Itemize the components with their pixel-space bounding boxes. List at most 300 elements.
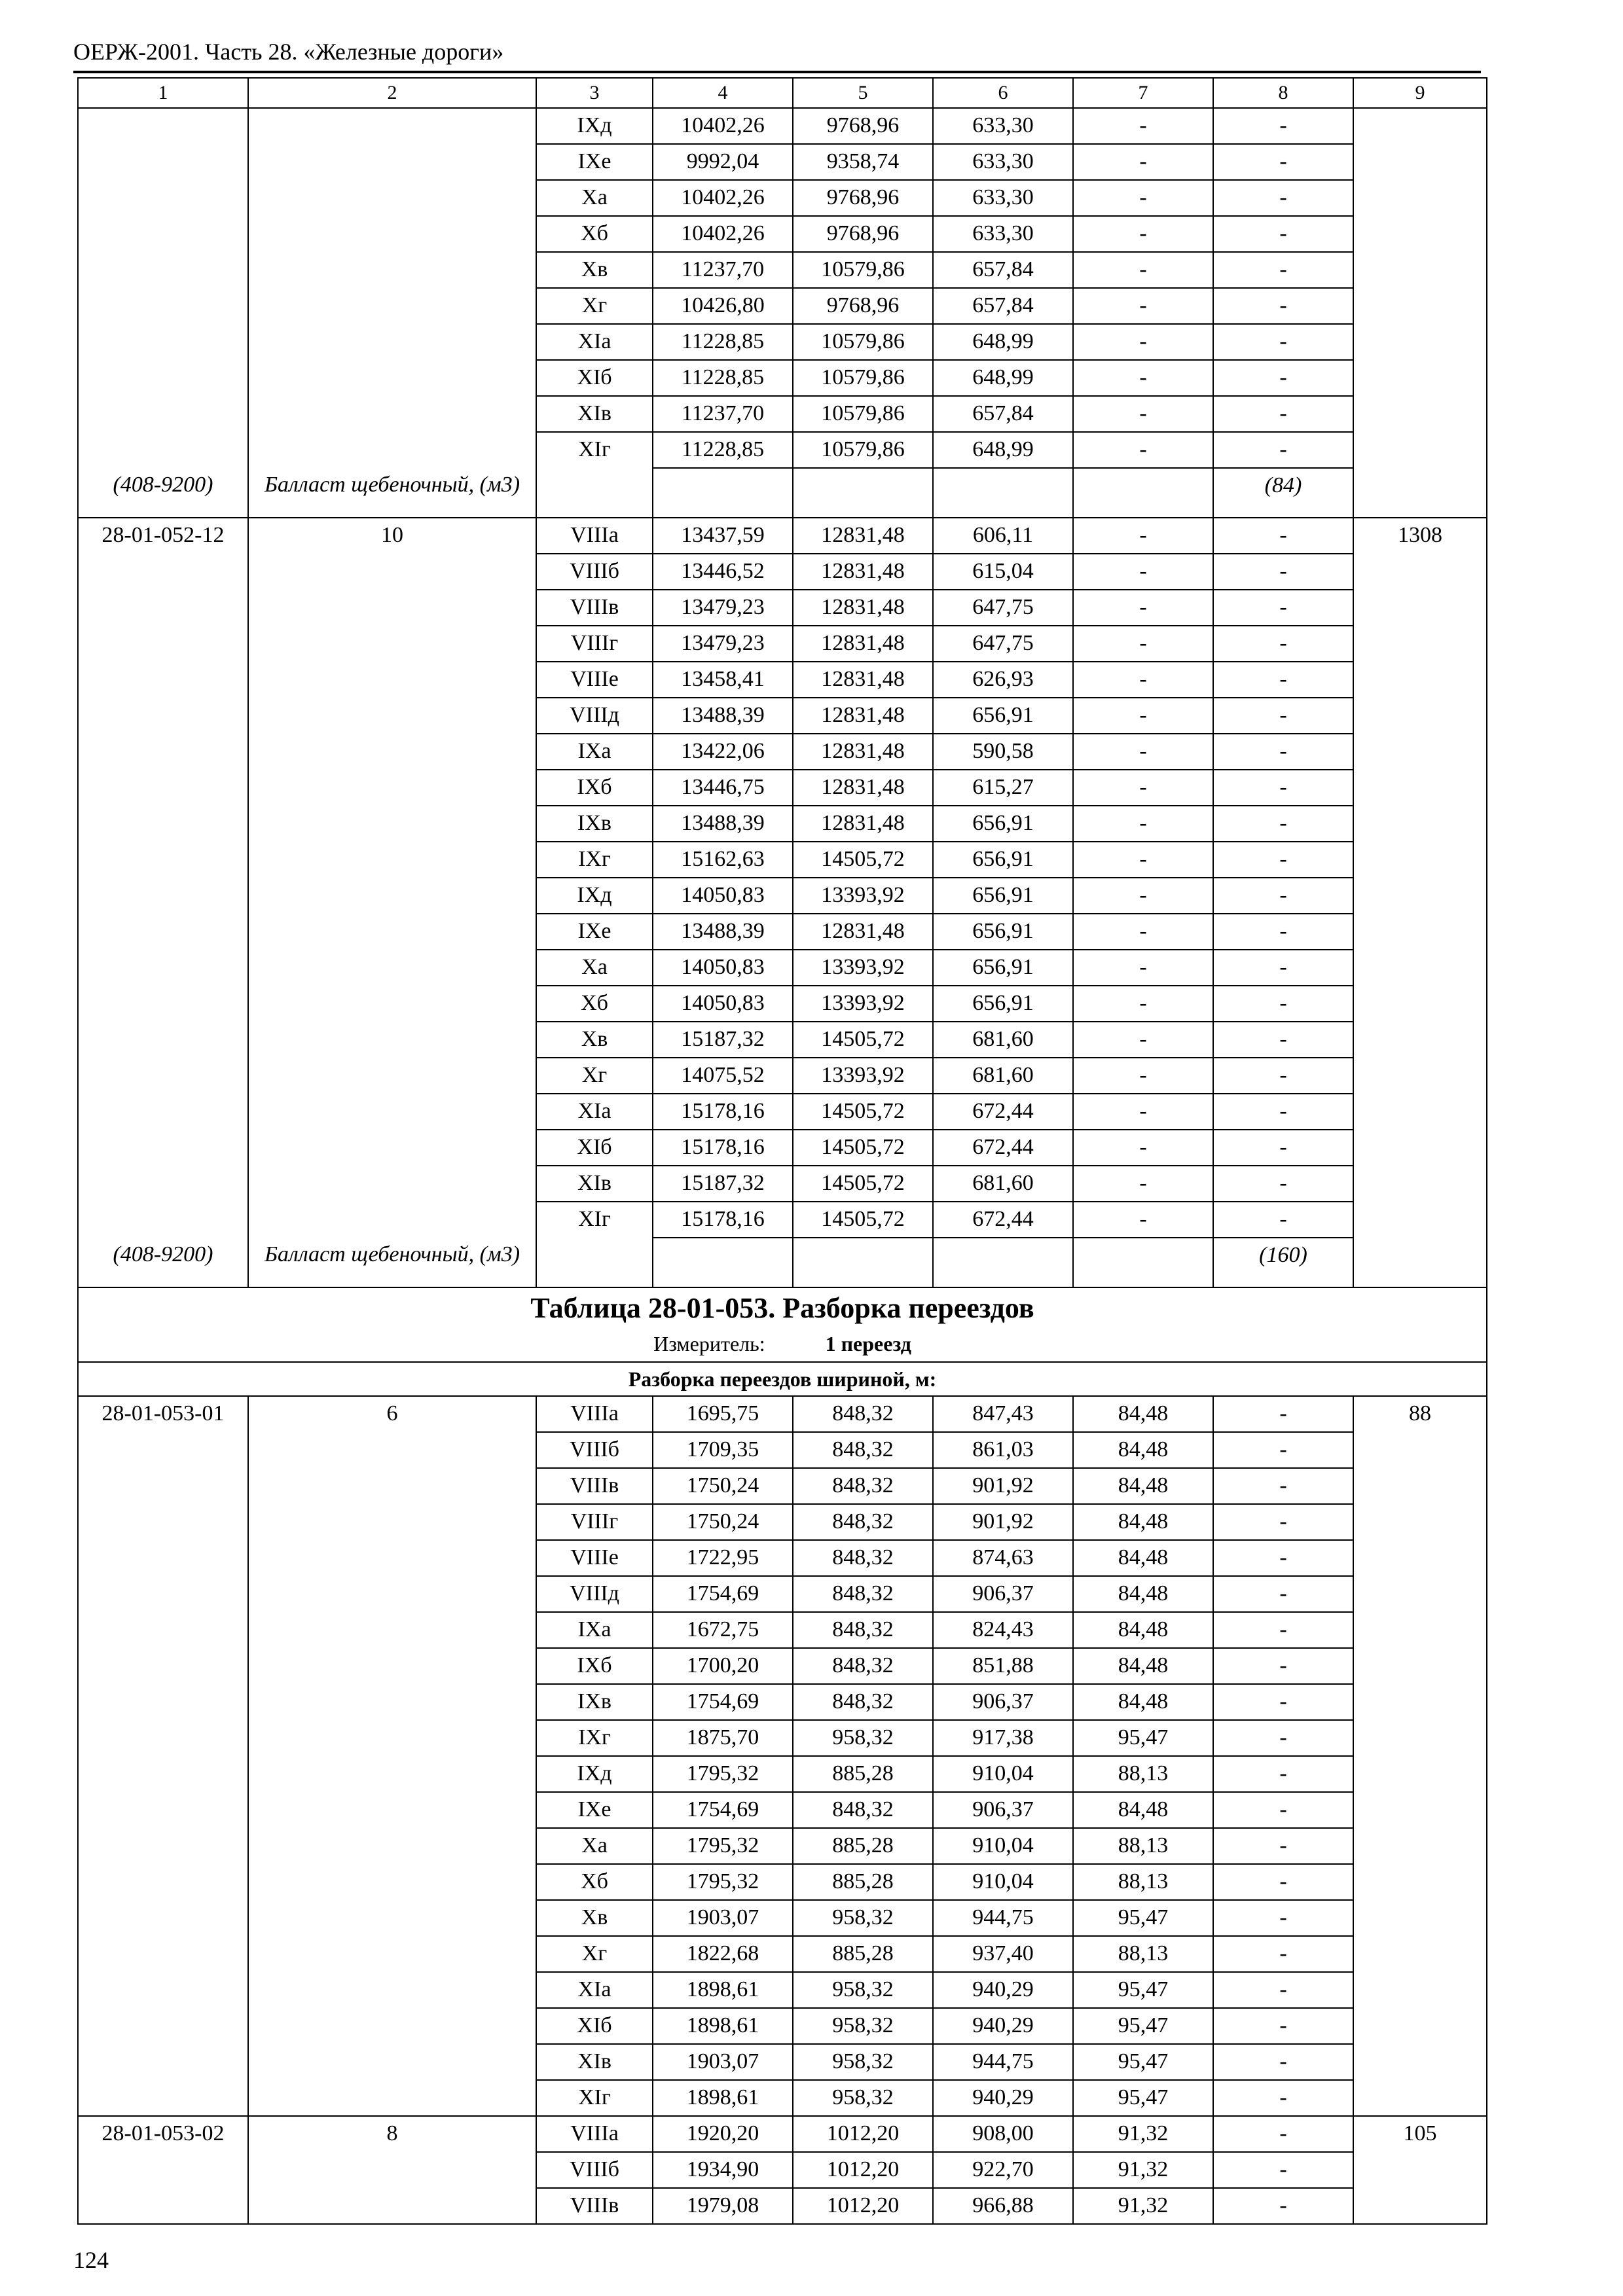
column-number: 5	[793, 78, 933, 108]
rate-value: -	[1213, 1202, 1353, 1238]
rate-value: 14505,72	[793, 1022, 933, 1058]
rate-value: 910,04	[933, 1864, 1073, 1900]
ballast-row	[78, 468, 1487, 518]
rate-value: -	[1073, 144, 1213, 180]
rate-value: 906,37	[933, 1792, 1073, 1828]
rate-value: 15178,16	[653, 1094, 793, 1130]
rate-value: 10579,86	[793, 432, 933, 468]
rate-value: -	[1073, 360, 1213, 396]
rate-value: -	[1213, 1576, 1353, 1612]
rate-value: -	[1073, 590, 1213, 626]
rate-value: 13393,92	[793, 878, 933, 914]
rate-value: 848,32	[793, 1576, 933, 1612]
rate-value: -	[1073, 1202, 1213, 1238]
rate-value: 12831,48	[793, 914, 933, 950]
rate-value: -	[1213, 2008, 1353, 2044]
rate-value: -	[1213, 1130, 1353, 1166]
rate-value: 940,29	[933, 2008, 1073, 2044]
rate-value: 848,32	[793, 1432, 933, 1468]
rate-value: -	[1073, 986, 1213, 1022]
rate-value: -	[1213, 252, 1353, 288]
rate-value: 14505,72	[793, 842, 933, 878]
rate-value: 14050,83	[653, 878, 793, 914]
rate-row	[78, 2116, 1487, 2152]
table-cell	[653, 1238, 793, 1287]
rate-value: -	[1213, 1864, 1353, 1900]
rate-value: 885,28	[793, 1936, 933, 1972]
rate-name: 10	[248, 518, 536, 1238]
rate-name	[248, 108, 536, 468]
rate-value: 10402,26	[653, 108, 793, 144]
table-cell	[933, 468, 1073, 518]
rate-value: IXа	[536, 734, 653, 770]
table-cell	[536, 468, 653, 518]
rate-value: -	[1073, 626, 1213, 662]
rate-value: VIIIа	[536, 518, 653, 554]
rate-value: -	[1213, 1504, 1353, 1540]
rate-value: XIв	[536, 1166, 653, 1202]
rate-value: VIIIв	[536, 590, 653, 626]
column-number: 9	[1353, 78, 1487, 108]
rate-value: 657,84	[933, 288, 1073, 324]
table-cell	[793, 1238, 933, 1287]
rate-value: 15187,32	[653, 1022, 793, 1058]
rate-value: 88,13	[1073, 1756, 1213, 1792]
rate-value: 910,04	[933, 1756, 1073, 1792]
rate-value: 1898,61	[653, 2008, 793, 2044]
column-number: 6	[933, 78, 1073, 108]
rate-value: -	[1073, 1094, 1213, 1130]
rate-value: -	[1073, 662, 1213, 698]
rate-value: XIб	[536, 360, 653, 396]
rate-value: XIг	[536, 432, 653, 468]
rate-value: 13479,23	[653, 626, 793, 662]
rate-value: 656,91	[933, 950, 1073, 986]
rate-value: 88,13	[1073, 1936, 1213, 1972]
rate-value: 848,32	[793, 1648, 933, 1684]
rate-value: 633,30	[933, 180, 1073, 216]
rate-value: IXе	[536, 144, 653, 180]
rate-value: -	[1213, 1900, 1353, 1936]
rate-value: 15178,16	[653, 1130, 793, 1166]
rate-value: 9992,04	[653, 144, 793, 180]
rate-value: -	[1213, 554, 1353, 590]
table-cell	[653, 468, 793, 518]
rate-value: 1754,69	[653, 1576, 793, 1612]
section-label: Разборка переездов шириной, м:	[78, 1362, 1487, 1396]
rate-value: -	[1213, 1022, 1353, 1058]
rate-value: -	[1213, 1972, 1353, 2008]
rate-value: 885,28	[793, 1756, 933, 1792]
rate-value: XIг	[536, 1202, 653, 1238]
ballast-code: (408-9200)	[78, 468, 248, 518]
rate-value: -	[1073, 698, 1213, 734]
rate-value: -	[1213, 1684, 1353, 1720]
rate-value: 647,75	[933, 626, 1073, 662]
rate-value: 958,32	[793, 2008, 933, 2044]
rate-name: 8	[248, 2116, 536, 2224]
rate-value: 15187,32	[653, 1166, 793, 1202]
rate-value: -	[1213, 144, 1353, 180]
rate-value: 95,47	[1073, 1972, 1213, 2008]
rate-value: -	[1213, 1396, 1353, 1432]
table-cell	[793, 468, 933, 518]
rate-value: 12831,48	[793, 734, 933, 770]
meter-label: Измеритель:	[653, 1332, 765, 1355]
rate-value: 1898,61	[653, 1972, 793, 2008]
rate-value: Xв	[536, 1022, 653, 1058]
meter-row	[78, 1329, 1487, 1362]
rate-value: 848,32	[793, 1684, 933, 1720]
rate-value: -	[1073, 180, 1213, 216]
rate-value: 647,75	[933, 590, 1073, 626]
rate-value: 851,88	[933, 1648, 1073, 1684]
rate-value: VIIIе	[536, 662, 653, 698]
rate-value: -	[1213, 288, 1353, 324]
rate-value: -	[1213, 1936, 1353, 1972]
rate-value: -	[1213, 590, 1353, 626]
rate-value: 10402,26	[653, 216, 793, 252]
rate-value: 1672,75	[653, 1612, 793, 1648]
rate-value: -	[1073, 324, 1213, 360]
rate-value: -	[1213, 914, 1353, 950]
rate-value: -	[1073, 432, 1213, 468]
rate-value: 13479,23	[653, 590, 793, 626]
rate-value: 681,60	[933, 1022, 1073, 1058]
rate-value: -	[1073, 288, 1213, 324]
column-number: 3	[536, 78, 653, 108]
rate-value: XIв	[536, 2044, 653, 2080]
rate-value: 824,43	[933, 1612, 1073, 1648]
rate-value: -	[1073, 1130, 1213, 1166]
rate-value: 1795,32	[653, 1828, 793, 1864]
rate-value: XIб	[536, 1130, 653, 1166]
rate-value: Xг	[536, 288, 653, 324]
section-row	[78, 1362, 1487, 1396]
rate-value: -	[1073, 914, 1213, 950]
rate-value: 958,32	[793, 1900, 933, 1936]
rate-value: XIг	[536, 2080, 653, 2116]
rate-value: 847,43	[933, 1396, 1073, 1432]
column-number: 7	[1073, 78, 1213, 108]
rate-value: -	[1213, 1166, 1353, 1202]
rate-value: 656,91	[933, 878, 1073, 914]
rate-value: -	[1213, 662, 1353, 698]
rate-value: 15178,16	[653, 1202, 793, 1238]
rate-value: 1898,61	[653, 2080, 793, 2116]
rate-value: 13446,52	[653, 554, 793, 590]
rate-value: XIа	[536, 1094, 653, 1130]
rate-value: 910,04	[933, 1828, 1073, 1864]
rate-value: 10426,80	[653, 288, 793, 324]
rate-value: XIа	[536, 1972, 653, 2008]
rate-value: 1934,90	[653, 2152, 793, 2188]
rate-value: 1795,32	[653, 1756, 793, 1792]
rate-value: -	[1073, 950, 1213, 986]
rate-value: 937,40	[933, 1936, 1073, 1972]
rate-value: 906,37	[933, 1576, 1073, 1612]
rate-value: 11228,85	[653, 432, 793, 468]
page-number: 124	[73, 2247, 109, 2273]
rate-code: 28-01-052-12	[78, 518, 248, 1238]
rate-value: 10579,86	[793, 252, 933, 288]
rate-value: 681,60	[933, 1166, 1073, 1202]
rate-value: 12831,48	[793, 698, 933, 734]
rate-value: -	[1213, 878, 1353, 914]
rate-value: 14505,72	[793, 1094, 933, 1130]
rate-value: 657,84	[933, 252, 1073, 288]
rate-value: VIIIа	[536, 2116, 653, 2152]
rate-value: 656,91	[933, 914, 1073, 950]
table-title: Таблица 28-01-053. Разборка переездов	[78, 1287, 1487, 1329]
rate-value: -	[1213, 1648, 1353, 1684]
rate-value: 14075,52	[653, 1058, 793, 1094]
rate-value: VIIIб	[536, 2152, 653, 2188]
rate-value: 95,47	[1073, 2008, 1213, 2044]
rate-row	[78, 1396, 1487, 1432]
table-cell	[536, 1238, 653, 1287]
rate-value: 626,93	[933, 662, 1073, 698]
rate-value: 648,99	[933, 432, 1073, 468]
rate-value: 874,63	[933, 1540, 1073, 1576]
rate-value: 908,00	[933, 2116, 1073, 2152]
rate-value: 606,11	[933, 518, 1073, 554]
rate-value: 657,84	[933, 396, 1073, 432]
rate-code	[78, 108, 248, 468]
rate-value: 901,92	[933, 1504, 1073, 1540]
rate-value: -	[1213, 698, 1353, 734]
rate-value: 1700,20	[653, 1648, 793, 1684]
rate-value: 940,29	[933, 1972, 1073, 2008]
rate-value: 9768,96	[793, 216, 933, 252]
rate-value: -	[1213, 806, 1353, 842]
rate-value: 1750,24	[653, 1468, 793, 1504]
rate-value: 885,28	[793, 1864, 933, 1900]
ballast-col8: (84)	[1213, 468, 1353, 518]
rate-value: -	[1213, 180, 1353, 216]
rate-value: 9768,96	[793, 180, 933, 216]
rate-value: -	[1073, 1166, 1213, 1202]
rate-value: 848,32	[793, 1612, 933, 1648]
rate-value: -	[1213, 432, 1353, 468]
rate-value: 11228,85	[653, 324, 793, 360]
rate-value: 12831,48	[793, 590, 933, 626]
rate-value: 1722,95	[653, 1540, 793, 1576]
rate-value: 95,47	[1073, 1720, 1213, 1756]
rate-value: 1822,68	[653, 1936, 793, 1972]
rate-value: XIв	[536, 396, 653, 432]
rate-value: IXд	[536, 878, 653, 914]
rate-value: 885,28	[793, 1828, 933, 1864]
rate-value: 901,92	[933, 1468, 1073, 1504]
rate-value: VIIIг	[536, 626, 653, 662]
rate-col9: 88	[1353, 1396, 1487, 2116]
rate-value: 1709,35	[653, 1432, 793, 1468]
rate-value: 14505,72	[793, 1166, 933, 1202]
rate-value: 656,91	[933, 698, 1073, 734]
rate-value: 958,32	[793, 2080, 933, 2116]
rate-value: 1903,07	[653, 2044, 793, 2080]
rate-value: IXе	[536, 1792, 653, 1828]
rate-value: Xа	[536, 180, 653, 216]
ballast-name: Балласт щебеночный, (м3)	[248, 468, 536, 518]
rate-value: -	[1073, 216, 1213, 252]
rate-value: 1875,70	[653, 1720, 793, 1756]
rate-value: 633,30	[933, 144, 1073, 180]
rate-value: -	[1213, 396, 1353, 432]
rate-value: -	[1213, 2152, 1353, 2188]
rate-value: 944,75	[933, 1900, 1073, 1936]
rate-value: 84,48	[1073, 1432, 1213, 1468]
rate-value: -	[1213, 324, 1353, 360]
rate-value: 633,30	[933, 216, 1073, 252]
rate-value: 1012,20	[793, 2188, 933, 2224]
rate-value: 11237,70	[653, 396, 793, 432]
column-number: 8	[1213, 78, 1353, 108]
rate-value: 13488,39	[653, 806, 793, 842]
rate-value: -	[1073, 252, 1213, 288]
ballast-name: Балласт щебеночный, (м3)	[248, 1238, 536, 1287]
rate-value: XIа	[536, 324, 653, 360]
rate-value: 1012,20	[793, 2152, 933, 2188]
rate-value: -	[1213, 1540, 1353, 1576]
rate-value: Xб	[536, 216, 653, 252]
header-rule	[73, 71, 1481, 73]
rate-value: 944,75	[933, 2044, 1073, 2080]
rate-value: 14505,72	[793, 1130, 933, 1166]
rate-value: XIб	[536, 2008, 653, 2044]
rate-value: -	[1073, 396, 1213, 432]
rate-code: 28-01-053-02	[78, 2116, 248, 2224]
rate-value: IXг	[536, 1720, 653, 1756]
rate-value: Xв	[536, 1900, 653, 1936]
rate-name: 6	[248, 1396, 536, 2116]
rate-value: -	[1213, 2116, 1353, 2152]
rate-value: -	[1213, 108, 1353, 144]
rate-value: IXв	[536, 806, 653, 842]
rate-value: 9358,74	[793, 144, 933, 180]
rate-code: 28-01-053-01	[78, 1396, 248, 2116]
rate-value: 615,04	[933, 554, 1073, 590]
rate-value: VIIIд	[536, 698, 653, 734]
rate-value: 84,48	[1073, 1540, 1213, 1576]
rate-value: -	[1073, 842, 1213, 878]
rate-value: 84,48	[1073, 1468, 1213, 1504]
column-number: 2	[248, 78, 536, 108]
ballast-row	[78, 1238, 1487, 1287]
rate-value: 13393,92	[793, 950, 933, 986]
rate-value: VIIIд	[536, 1576, 653, 1612]
rates-table	[77, 77, 1487, 2225]
rate-value: 1750,24	[653, 1504, 793, 1540]
rate-value: -	[1213, 360, 1353, 396]
rate-value: -	[1073, 878, 1213, 914]
rate-value: 1012,20	[793, 2116, 933, 2152]
rate-value: 12831,48	[793, 626, 933, 662]
rate-value: 84,48	[1073, 1504, 1213, 1540]
rate-value: -	[1213, 1792, 1353, 1828]
rate-value: IXд	[536, 108, 653, 144]
rate-row	[78, 108, 1487, 144]
rate-value: 91,32	[1073, 2152, 1213, 2188]
rate-value: -	[1213, 1058, 1353, 1094]
rate-value: 14050,83	[653, 986, 793, 1022]
rate-value: 633,30	[933, 108, 1073, 144]
rate-value: -	[1213, 1828, 1353, 1864]
rate-value: 95,47	[1073, 1900, 1213, 1936]
rate-value: 940,29	[933, 2080, 1073, 2116]
rate-value: 13488,39	[653, 914, 793, 950]
rate-value: 656,91	[933, 842, 1073, 878]
rate-value: 861,03	[933, 1432, 1073, 1468]
rate-value: 1903,07	[653, 1900, 793, 1936]
meter-cell	[78, 1329, 1487, 1362]
rate-value: -	[1073, 770, 1213, 806]
rate-value: -	[1213, 1612, 1353, 1648]
rate-value: 672,44	[933, 1130, 1073, 1166]
rate-value: Xг	[536, 1058, 653, 1094]
rate-value: IXг	[536, 842, 653, 878]
rate-value: -	[1073, 554, 1213, 590]
rate-value: 13422,06	[653, 734, 793, 770]
rate-value: 13458,41	[653, 662, 793, 698]
rate-value: -	[1213, 626, 1353, 662]
rate-col9: 105	[1353, 2116, 1487, 2224]
rate-value: Xа	[536, 950, 653, 986]
rate-value: 906,37	[933, 1684, 1073, 1720]
rate-value: 84,48	[1073, 1648, 1213, 1684]
rate-value: 917,38	[933, 1720, 1073, 1756]
rate-value: 656,91	[933, 806, 1073, 842]
rate-value: 12831,48	[793, 770, 933, 806]
rate-value: 1920,20	[653, 2116, 793, 2152]
rate-col9	[1353, 108, 1487, 518]
rate-value: 958,32	[793, 1972, 933, 2008]
rate-value: 9768,96	[793, 288, 933, 324]
ballast-col8: (160)	[1213, 1238, 1353, 1287]
rate-value: 13488,39	[653, 698, 793, 734]
rate-value: 84,48	[1073, 1396, 1213, 1432]
rate-value: 12831,48	[793, 554, 933, 590]
column-number: 4	[653, 78, 793, 108]
rate-value: 648,99	[933, 324, 1073, 360]
rate-value: 1754,69	[653, 1684, 793, 1720]
rate-value: 681,60	[933, 1058, 1073, 1094]
rate-value: 1695,75	[653, 1396, 793, 1432]
meter-value: 1 переезд	[825, 1332, 911, 1355]
column-number: 1	[78, 78, 248, 108]
rate-value: 13437,59	[653, 518, 793, 554]
rate-value: 84,48	[1073, 1576, 1213, 1612]
rate-value: 84,48	[1073, 1792, 1213, 1828]
rate-value: 12831,48	[793, 518, 933, 554]
rate-value: 966,88	[933, 2188, 1073, 2224]
rate-value: Xг	[536, 1936, 653, 1972]
rate-value: -	[1073, 108, 1213, 144]
rate-value: 672,44	[933, 1094, 1073, 1130]
rate-value: 11237,70	[653, 252, 793, 288]
rate-value: 91,32	[1073, 2188, 1213, 2224]
rate-value: VIIIв	[536, 2188, 653, 2224]
rate-value: 13393,92	[793, 1058, 933, 1094]
rate-value: IXб	[536, 770, 653, 806]
table-cell	[933, 1238, 1073, 1287]
rate-value: 84,48	[1073, 1684, 1213, 1720]
rate-value: -	[1073, 734, 1213, 770]
rate-value: 9768,96	[793, 108, 933, 144]
rate-value: 95,47	[1073, 2080, 1213, 2116]
rate-value: 1754,69	[653, 1792, 793, 1828]
